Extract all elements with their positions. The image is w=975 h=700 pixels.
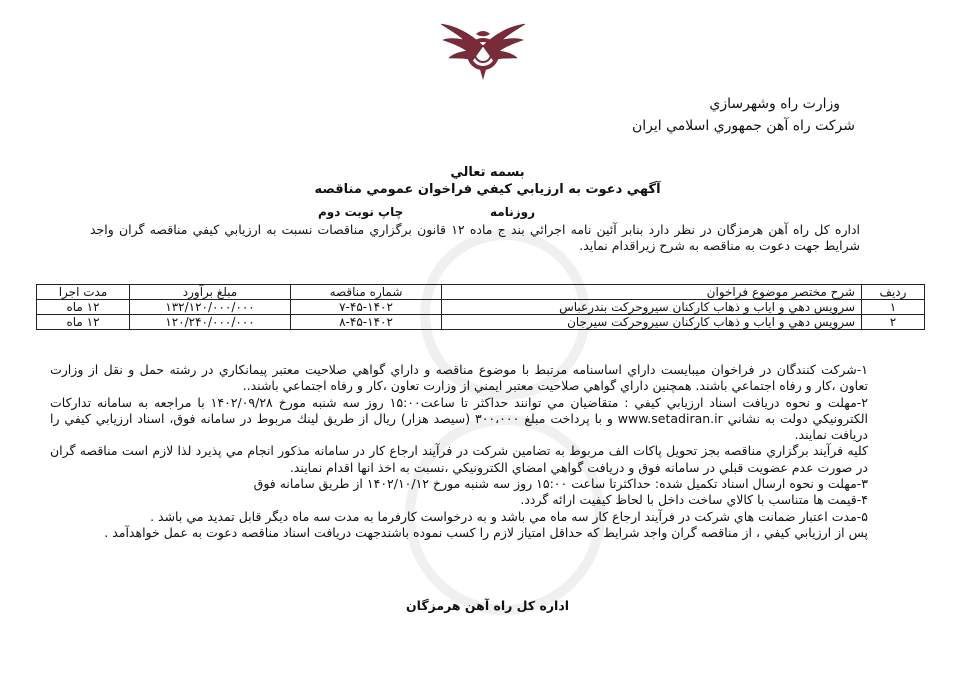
cell-estimate: ١٢٠/٢۴٠/٠٠٠/٠٠٠ bbox=[130, 315, 291, 330]
signature: اداره كل راه آهن هرمزگان bbox=[405, 598, 570, 613]
cell-duration: ١٢ ماه bbox=[37, 300, 130, 315]
header-description: شرح مختصر موضوع فراخوان bbox=[442, 285, 862, 300]
railway-logo-icon bbox=[438, 4, 528, 84]
tender-table bbox=[36, 284, 925, 330]
cell-description: سرويس دهي و اياب و ذهاب كاركنان سيروحركت سيرجان bbox=[442, 315, 862, 330]
header-duration: مدت اجرا bbox=[37, 285, 130, 300]
closing-paragraph: پس از ارزيابي كيفي ، از مناقصه گران واجد شرايط كه حداقل امتياز لازم را كسب نموده باشندجهت دريافت اسناد مناقصه دعوت به عمل خواهدآمد . bbox=[104, 524, 868, 540]
clause-4: ۴-قيمت ها متناسب با كالاي ساخت داخل با لحاظ كيفيت ارائه گردد. bbox=[520, 492, 868, 508]
clause-2-part-a: ٢-مهلت و نحوه دريافت اسناد ارزيابي كيفي : متقاضيان مي توانند حداكثر تا ساعت١۵:٠٠ روز سه شنبه مورخ ١۴٠٢/٠٩/٢٨ با مراجعه به سامانه تداركات الكترونيكي دولت به نشاني bbox=[50, 394, 868, 426]
clause-2 bbox=[50, 395, 868, 444]
cell-tender-number: ١۴٠٢-۴۵-٧ bbox=[291, 300, 442, 315]
cell-description: سرويس دهي و اياب و ذهاب كاركنان سيروحركت بندرعباس bbox=[442, 300, 862, 315]
table-row bbox=[37, 300, 925, 315]
basmala: بسمه تعالي bbox=[450, 165, 525, 180]
company-name: شركت راه آهن جمهوري اسلامي ايران bbox=[631, 118, 855, 134]
clause-2-part-b: و با پرداخت مبلغ ٣٠٠،٠٠٠ (سيصد هزار) ريال از طريق لينك مربوط در سامانه فوق، اسناد ارزيابي كيفي را دريافت نمايند. bbox=[50, 410, 868, 443]
clause-3: ٣-مهلت و نحوه ارسال اسناد تكميل شده: حداكثرتا ساعت ١۵:٠٠ روز سه شنبه مورخ ١۴٠٢/١٠/١٢ از طريق سامانه فوق bbox=[253, 476, 868, 492]
notice-heading: آگهي دعوت به ارزيابي كيفي فراخوان عمومي مناقصه bbox=[314, 182, 661, 197]
website-link[interactable]: www.setadiran.ir bbox=[617, 410, 723, 426]
table-header-row bbox=[37, 285, 925, 300]
cell-row-number: ٢ bbox=[862, 315, 925, 330]
header-tender-number: شماره مناقصه bbox=[291, 285, 442, 300]
cell-row-number: ١ bbox=[862, 300, 925, 315]
clause-2-note: كليه فرآيند برگزاري مناقصه بجز تحويل پاكات الف مربوط به تضامين شركت در فرآيند ارجاع كار در سامانه مذكور انجام مي پذيرد لذا لازم است مناقصه گران در صورت عدم عضويت قبلي در سامانه فوق و دريافت گواهي امضاي الكترونيكي ،نسبت به اخذ انها اقدام نمايند. bbox=[50, 443, 868, 475]
print-round: چاپ نوبت دوم bbox=[318, 205, 404, 219]
notice-body bbox=[50, 362, 868, 541]
ministry-name: وزارت راه وشهرسازي bbox=[709, 96, 840, 112]
cell-tender-number: ١۴٠٢-۴۵-٨ bbox=[291, 315, 442, 330]
header-estimate: مبلغ برآورد bbox=[130, 285, 291, 300]
table-row bbox=[37, 315, 925, 330]
cell-duration: ١٢ ماه bbox=[37, 315, 130, 330]
clause-5: ۵-مدت اعتبار ضمانت هاي شركت در فرآيند ارجاع كار سه ماه مي باشد و به درخواست كارفرما به مدت سه ماه ديگر قابل تمديد مي باشد . bbox=[150, 508, 868, 524]
cell-estimate: ١٣٢/١٢٠/٠٠٠/٠٠٠ bbox=[130, 300, 291, 315]
header-row-number: رديف bbox=[862, 285, 925, 300]
intro-paragraph: اداره كل راه آهن هرمزگان در نظر دارد بنابر آئين نامه اجرائي بند ج ماده ١٢ قانون برگزاري مناقصات نسبت به ارزيابي كيفي مناقصه گران واجد شرايط جهت دعوت به مناقصه به شرح زيراقدام نمايد. bbox=[90, 222, 860, 253]
clause-1: ١-شركت كنندگان در فراخوان ميبايست داراي اساسنامه مرتبط با موضوع مناقصه و داراي گواهي صلاحيت معتبر پيمانكاري در رشته حمل و نقل از وزارت تعاون ،كار و رفاه اجتماعي باشند. همچنين داراي گواهي صلاحيت معتبر ايمني از وزارت تعاون ،كار و رفاه اجتماعي باشند.. bbox=[50, 362, 868, 394]
newspaper-label: روزنامه bbox=[490, 205, 535, 219]
